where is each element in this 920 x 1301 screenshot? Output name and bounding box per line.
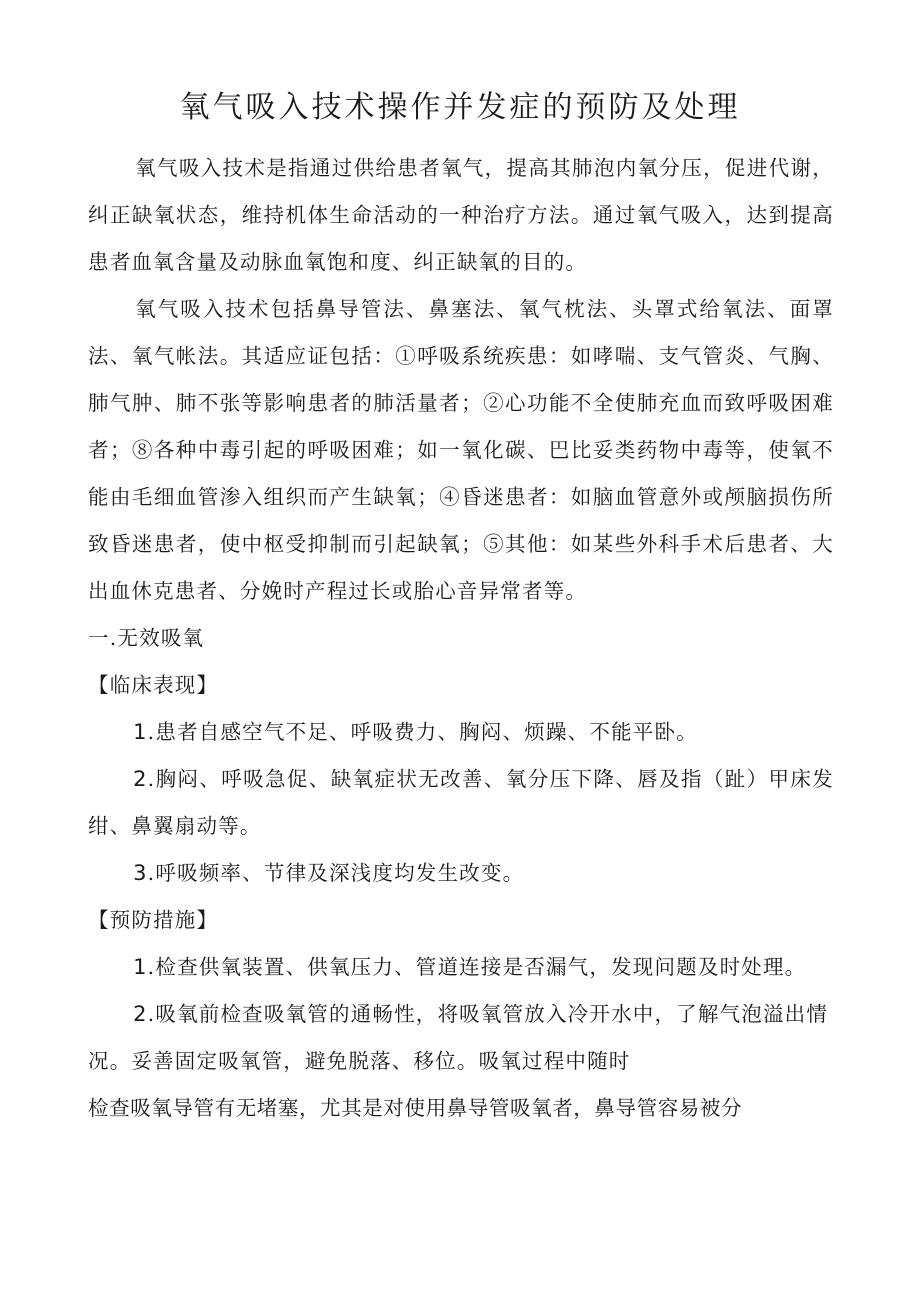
prevention-item-text: .吸氧前检查吸氧管的通畅性，将吸氧管放入冷开水中，了解气泡溢出情况。妥善固定吸氧管，避免脱落、移位。吸氧过程中随时 bbox=[88, 1002, 829, 1073]
document-title: 氧气吸入技术操作并发症的预防及处理 bbox=[179, 90, 741, 125]
clinical-item-text: .胸闷、呼吸急促、缺氧症状无改善、氧分压下降、唇及指（趾）甲床发绀、鼻翼扇动等。 bbox=[88, 767, 834, 838]
clinical-item bbox=[88, 756, 834, 850]
prevention-item-text: .检查供氧装置、供氧压力、管道连接是否漏气，发现问题及时处理。 bbox=[147, 955, 807, 979]
clinical-item-number: 3 bbox=[133, 861, 148, 885]
document-body bbox=[88, 145, 834, 1132]
prevention-item-number: 2 bbox=[133, 1002, 148, 1026]
intro-paragraph-definition: 氧气吸入技术是指通过供给患者氧气，提高其肺泡内氧分压，促进代谢，纠正缺氧状态，维持机体生命活动的一种治疗方法。通过氧气吸入，达到提高患者血氧含量及动脉血氧饱和度、纠正缺氧的目的。 bbox=[88, 156, 834, 274]
clinical-manifestation-label: 【临床表现】 bbox=[88, 673, 219, 697]
clinical-item bbox=[88, 850, 834, 897]
prevention-item-number: 1 bbox=[133, 955, 148, 979]
clinical-item-text: .呼吸频率、节律及深浅度均发生改变。 bbox=[147, 861, 525, 885]
prevention-continuation-line: 检查吸氧导管有无堵塞，尤其是对使用鼻导管吸氧者，鼻导管容易被分 bbox=[88, 1096, 743, 1120]
clinical-item bbox=[88, 709, 834, 756]
intro-paragraph-indications: 氧气吸入技术包括鼻导管法、鼻塞法、氧气枕法、头罩式给氧法、面罩法、氧气帐法。其适应证包括：①呼吸系统疾患：如哮喘、支气管炎、气胸、肺气肿、肺不张等影响患者的肺活量者；②心功能不全使肺充血而致呼吸困难者；⑧各种中毒引起的呼吸困难；如一氧化碳、巴比妥类药物中毒等，使氧不能由毛细血管渗入组织而产生缺氧；④昏迷患者：如脑血管意外或颅脑损伤所致昏迷患者，使中枢受抑制而引起缺氧；⑤其他：如某些外科手术后患者、大出血休克患者、分娩时产程过长或胎心音异常者等。 bbox=[88, 297, 834, 603]
prevention-item bbox=[88, 991, 834, 1085]
prevention-measures-label: 【预防措施】 bbox=[88, 908, 219, 932]
section-heading-ineffective-oxygen: 一.无效吸氧 bbox=[88, 626, 205, 650]
prevention-item bbox=[88, 944, 834, 991]
clinical-item-number: 1 bbox=[133, 720, 148, 744]
clinical-item-number: 2 bbox=[133, 767, 148, 791]
clinical-item-text: .患者自感空气不足、呼吸费力、胸闷、烦躁、不能平卧。 bbox=[147, 720, 698, 744]
